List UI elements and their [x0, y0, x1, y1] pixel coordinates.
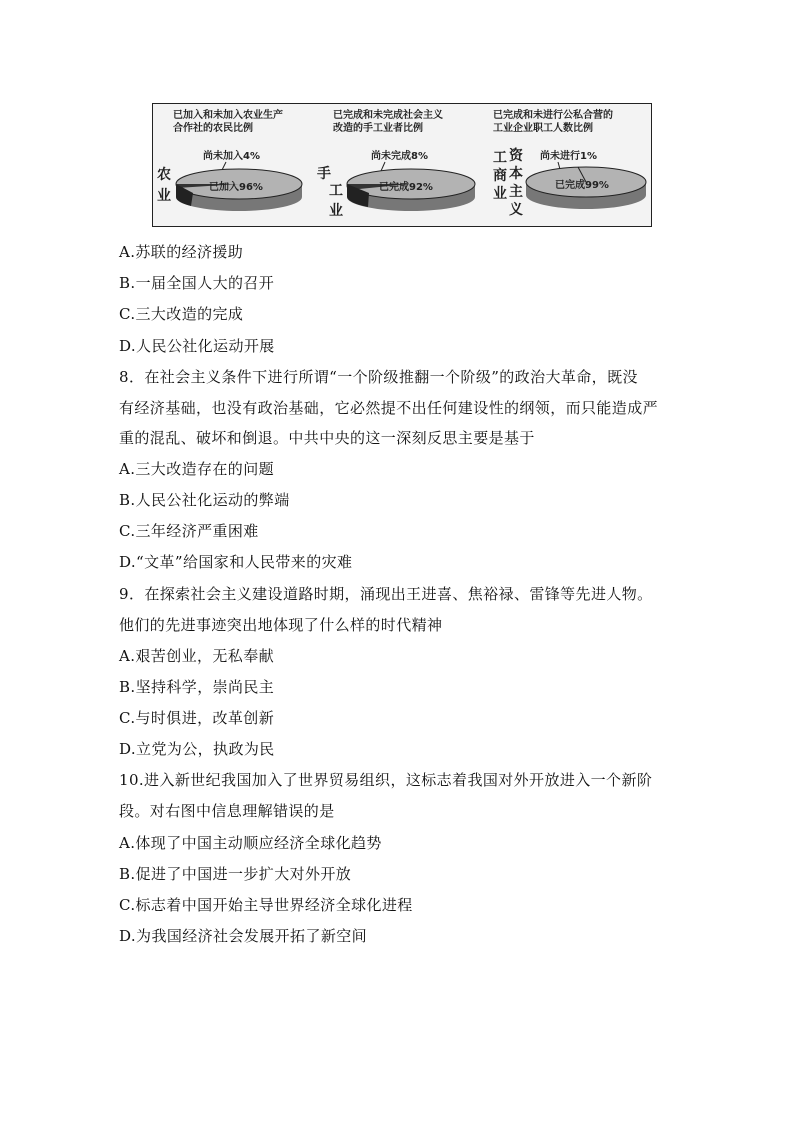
- pie-charts-svg: [153, 104, 653, 228]
- chart3-side-col2-3: 主: [509, 184, 523, 200]
- q9-option-d: D.立党为公，执政为民: [119, 740, 275, 758]
- chart1-minor-label: 尚未加入4%: [203, 151, 260, 162]
- chart1-title-line2: 合作社的农民比例: [173, 123, 253, 134]
- q9-option-b: B.坚持科学，崇尚民主: [119, 678, 275, 696]
- q8-option-d: D.“文革”给国家和人民带来的灾难: [119, 553, 353, 571]
- chart3-major-label: 已完成99%: [555, 180, 609, 191]
- q7-option-d: D.人民公社化运动开展: [119, 337, 275, 355]
- chart2-side-label-1: 手: [317, 166, 331, 182]
- q10-option-a: A.体现了中国主动顺应经济全球化趋势: [119, 834, 382, 852]
- q10-stem-line2: 段。对右图中信息理解错误的是: [119, 802, 335, 820]
- q9-stem-line2: 他们的先进事迹突出地体现了什么样的时代精神: [119, 616, 443, 634]
- chart3-side-col1-2: 商: [493, 168, 507, 184]
- chart3-title-line2: 工业企业职工人数比例: [493, 123, 593, 134]
- q9-option-a: A.艰苦创业，无私奉献: [119, 647, 275, 665]
- q8-stem-line3: 重的混乱、破坏和倒退。中共中央的这一深刻反思主要是基于: [119, 429, 535, 447]
- q8-option-a: A.三大改造存在的问题: [119, 460, 275, 478]
- q8-stem-line1: 8．在社会主义条件下进行所谓“一个阶级推翻一个阶级”的政治大革命，既没: [119, 368, 638, 386]
- q8-stem-line2: 有经济基础，也没有政治基础，它必然提不出任何建设性的纲领，而只能造成严: [119, 399, 659, 417]
- q10-option-c: C.标志着中国开始主导世界经济全球化进程: [119, 896, 413, 914]
- chart3-side-col2-1: 资: [509, 148, 523, 164]
- q8-option-b: B.人民公社化运动的弊端: [119, 491, 290, 509]
- q7-option-c: C.三大改造的完成: [119, 305, 244, 323]
- q10-stem-line1: 10.进入新世纪我国加入了世界贸易组织，这标志着我国对外开放进入一个新阶: [119, 771, 653, 789]
- q8-option-c: C.三年经济严重困难: [119, 522, 259, 540]
- q10-option-d: D.为我国经济社会发展开拓了新空间: [119, 927, 368, 945]
- chart2-major-label: 已完成92%: [379, 182, 433, 193]
- chart2-side-label-2: 工: [329, 183, 343, 199]
- pie-chart-figure: [152, 103, 652, 227]
- chart3-minor-label: 尚未进行1%: [540, 151, 597, 162]
- chart3-side-col1-3: 业: [493, 186, 507, 202]
- q9-stem-line1: 9．在探索社会主义建设道路时期，涌现出王进喜、焦裕禄、雷锋等先进人物。: [119, 585, 653, 603]
- chart3-side-col2-2: 本: [509, 166, 523, 182]
- chart1-title-line1: 已加入和未加入农业生产: [173, 110, 283, 121]
- chart2-title-line1: 已完成和未完成社会主义: [333, 110, 443, 121]
- chart1-side-label-1: 农: [157, 167, 171, 183]
- chart2-minor-label: 尚未完成8%: [371, 151, 428, 162]
- q10-option-b: B.促进了中国进一步扩大对外开放: [119, 865, 352, 883]
- q7-option-a: A.苏联的经济援助: [119, 243, 244, 261]
- q7-option-b: B.一届全国人大的召开: [119, 274, 275, 292]
- q9-option-c: C.与时俱进，改革创新: [119, 709, 275, 727]
- chart3-title-line1: 已完成和未进行公私合营的: [493, 110, 613, 121]
- chart2-side-label-3: 业: [329, 203, 343, 219]
- chart2-title-line2: 改造的手工业者比例: [333, 123, 423, 134]
- chart3-side-col1-1: 工: [493, 150, 507, 166]
- chart3-side-col2-4: 义: [509, 202, 523, 218]
- chart1-major-label: 已加入96%: [209, 182, 263, 193]
- chart1-side-label-2: 业: [157, 188, 171, 204]
